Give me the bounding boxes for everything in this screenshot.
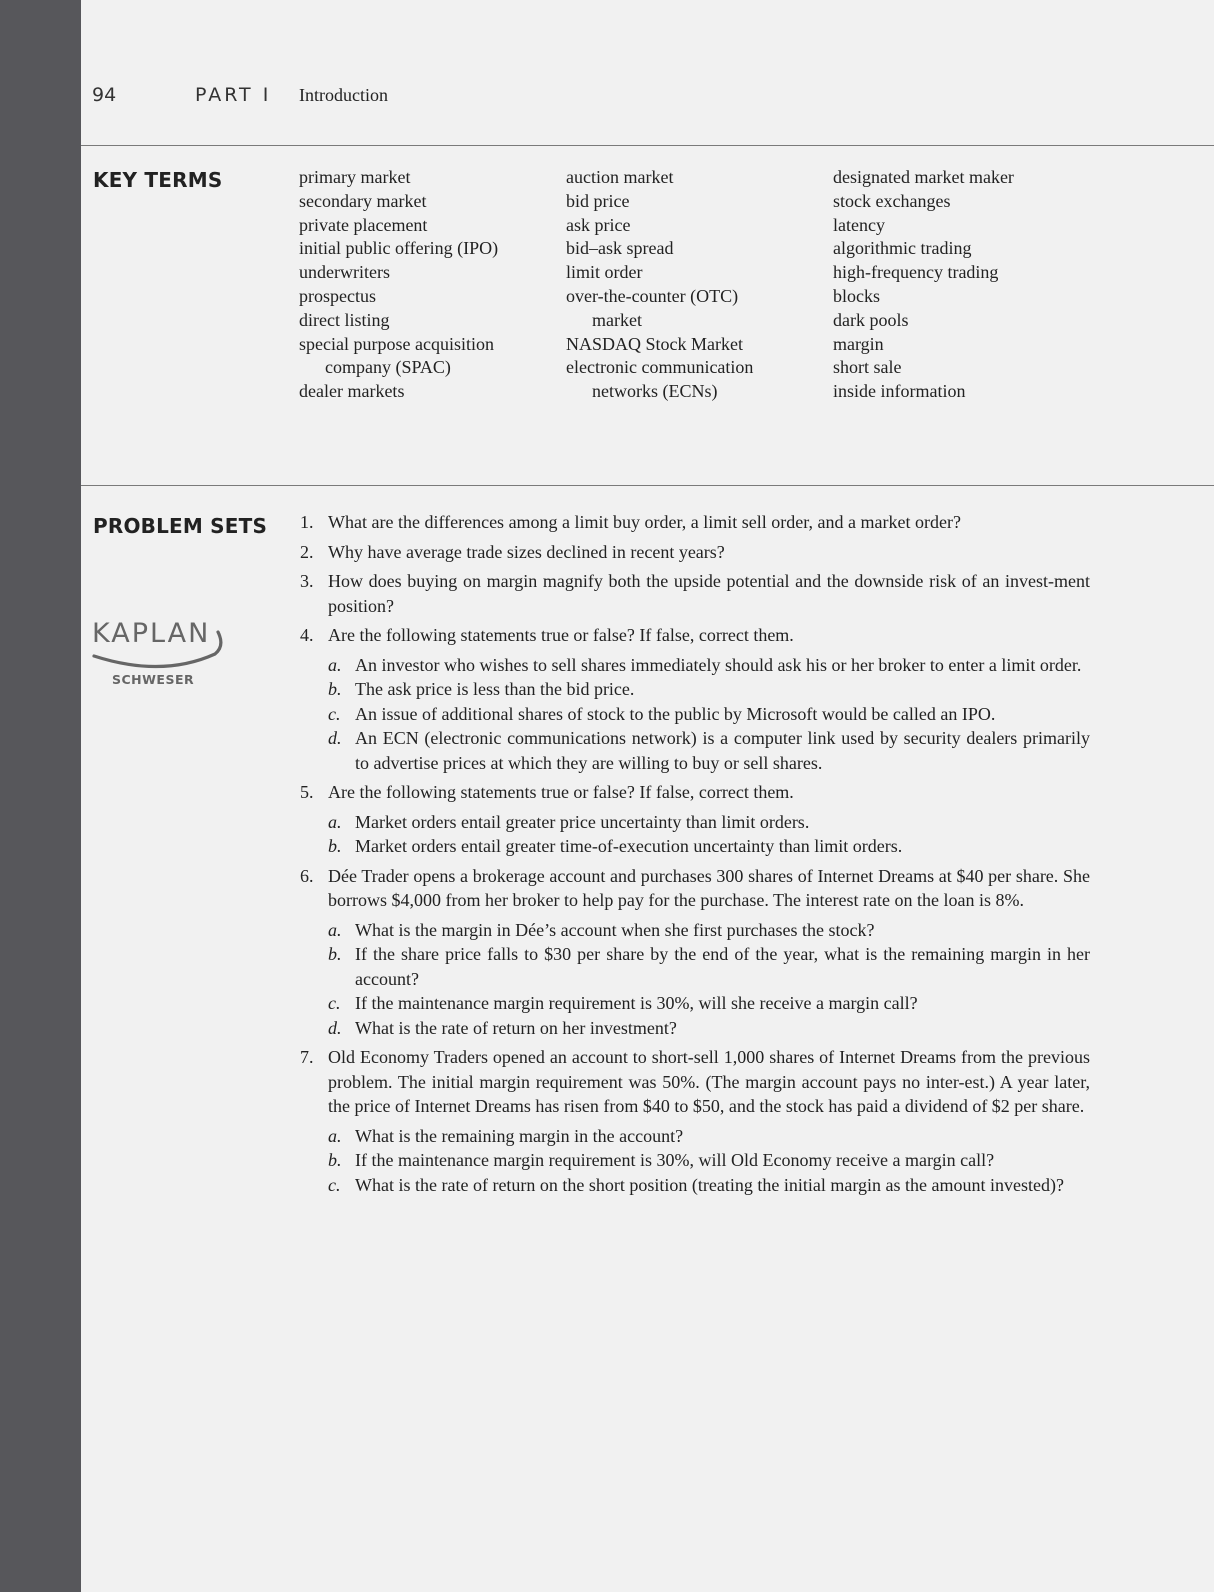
key-term: private placement	[299, 214, 428, 235]
subpart-text: What is the remaining margin in the account?	[355, 1125, 684, 1146]
subpart-label: c.	[328, 703, 341, 724]
problem-text: What are the differences among a limit buy order, a limit sell order, and a market order?	[328, 512, 961, 532]
key-term: auction market	[566, 167, 674, 187]
problem-number: 2.	[300, 541, 314, 562]
side-margin-bar	[0, 0, 81, 1592]
key-term: high-frequency trading	[833, 262, 999, 283]
subpart-item	[328, 726, 1090, 775]
key-term: special purpose acquisition	[299, 333, 494, 354]
problem-subparts	[328, 810, 1090, 859]
key-term: primary market	[299, 167, 411, 187]
subpart-text: Market orders entail greater price uncertainty than limit orders.	[355, 811, 810, 832]
problem-text: Are the following statements true or false? If false, correct them.	[328, 625, 794, 645]
problem-item	[300, 510, 1090, 535]
key-term: NASDAQ Stock Market	[566, 333, 743, 354]
key-term: bid price	[566, 190, 630, 211]
subpart-text: The ask price is less than the bid price.	[355, 679, 635, 699]
header-divider	[81, 145, 1214, 146]
kaplan-schweser-logo	[92, 618, 232, 693]
subpart-item	[328, 702, 1090, 727]
subpart-item	[328, 1148, 1090, 1173]
key-term: inside information	[833, 381, 966, 402]
problem-number: 3.	[300, 571, 314, 591]
key-term: dealer markets	[299, 381, 405, 402]
problem-item	[300, 1045, 1090, 1197]
logo-subtitle: SCHWESER	[112, 672, 195, 687]
subpart-text: An investor who wishes to sell shares immediately should ask his or her broker to enter a limit order.	[355, 654, 1082, 675]
subpart-item	[328, 942, 1090, 991]
subpart-label: a.	[328, 654, 342, 675]
key-term: bid–ask spread	[566, 238, 674, 259]
subpart-text: Market orders entail greater time-of-execution uncertainty than limit orders.	[355, 836, 903, 856]
subpart-item	[328, 653, 1090, 678]
problem-number: 7.	[300, 1047, 314, 1067]
subpart-text: If the maintenance margin requirement is 30%, will she receive a margin call?	[355, 993, 918, 1013]
problem-number: 4.	[300, 625, 314, 645]
subpart-item	[328, 1124, 1090, 1149]
problem-text: How does buying on margin magnify both the upside potential and the downside risk of an invest-ment position?	[328, 571, 1090, 616]
problem-item	[300, 540, 1090, 565]
key-term: margin	[833, 333, 884, 354]
problem-text: Why have average trade sizes declined in recent years?	[328, 541, 725, 562]
subpart-label: a.	[328, 811, 342, 832]
key-terms-heading: KEY TERMS	[93, 168, 223, 192]
section-divider	[81, 485, 1214, 486]
key-term: latency	[833, 214, 885, 235]
problem-text: Are the following statements true or false? If false, correct them.	[328, 782, 794, 802]
part-label: PART I	[195, 84, 272, 106]
key-term: ask price	[566, 214, 631, 235]
logo-swoosh-icon	[92, 624, 232, 674]
subpart-item	[328, 810, 1090, 835]
subpart-text: An ECN (electronic communications network) is a computer link used by security dealers primarily to advertise prices at which they are willing to buy or sell shares.	[355, 728, 1090, 773]
key-term: market	[592, 309, 642, 330]
key-term: underwriters	[299, 262, 390, 283]
subpart-label: d.	[328, 728, 342, 748]
problem-sets-heading: PROBLEM SETS	[93, 514, 268, 538]
subpart-text: What is the rate of return on the short position (treating the initial margin as the amount invested)?	[355, 1174, 1064, 1195]
key-term: designated market maker	[833, 167, 1014, 187]
subpart-label: c.	[328, 993, 341, 1013]
key-term: initial public offering (IPO)	[299, 238, 499, 259]
key-terms-column-1	[299, 166, 498, 404]
logo-wordmark: KAPLAN	[92, 618, 211, 649]
key-term: algorithmic trading	[833, 238, 972, 259]
subpart-label: d.	[328, 1017, 342, 1038]
subpart-text: What is the margin in Dée’s account when she first purchases the stock?	[355, 919, 875, 940]
subpart-label: b.	[328, 1150, 342, 1170]
subpart-item	[328, 834, 1090, 859]
problem-number: 6.	[300, 865, 314, 886]
subpart-text: An issue of additional shares of stock to the public by Microsoft would be called an IPO.	[355, 703, 996, 724]
problem-number: 1.	[300, 512, 314, 532]
page-number: 94	[92, 84, 117, 106]
key-terms-column-2	[566, 166, 753, 404]
problem-subparts	[328, 653, 1090, 776]
key-term: prospectus	[299, 285, 376, 306]
key-term: blocks	[833, 285, 880, 306]
problem-list	[300, 510, 1090, 1202]
subpart-text: If the share price falls to $30 per share by the end of the year, what is the remaining margin in her account?	[355, 944, 1090, 989]
key-term: networks (ECNs)	[592, 381, 718, 402]
key-term: electronic communication	[566, 357, 754, 378]
subpart-item	[328, 677, 1090, 702]
key-terms-column-3	[833, 166, 1014, 404]
subpart-label: b.	[328, 679, 342, 699]
subpart-text: What is the rate of return on her investment?	[355, 1017, 677, 1038]
key-term: stock exchanges	[833, 190, 951, 211]
key-term: direct listing	[299, 309, 390, 330]
problem-subparts	[328, 1124, 1090, 1198]
key-term: company (SPAC)	[325, 357, 451, 378]
problem-text: Old Economy Traders opened an account to short-sell 1,000 shares of Internet Dreams from the previous problem. The initial margin requirement was 50%. (The margin account pays no inter-est.) A year later, the price of Internet Dreams has risen from $40 to $50, and the stock has paid a dividend of $2 per share.	[328, 1047, 1090, 1116]
key-term: over-the-counter (OTC)	[566, 285, 739, 306]
problem-item	[300, 780, 1090, 859]
problem-text: Dée Trader opens a brokerage account and purchases 300 shares of Internet Dreams at $40 per share. She borrows $4,000 from her broker to help pay for the purchase. The interest rate on the loan is 8%.	[328, 865, 1090, 910]
problem-item	[300, 864, 1090, 1041]
subpart-text: If the maintenance margin requirement is 30%, will Old Economy receive a margin call?	[355, 1150, 995, 1170]
problem-item	[300, 623, 1090, 775]
key-term: dark pools	[833, 309, 909, 330]
subpart-item	[328, 1016, 1090, 1041]
subpart-item	[328, 918, 1090, 943]
key-term: limit order	[566, 262, 643, 283]
subpart-label: b.	[328, 836, 342, 856]
key-term: short sale	[833, 357, 902, 378]
subpart-label: a.	[328, 919, 342, 940]
part-title: Introduction	[299, 85, 388, 105]
key-term: secondary market	[299, 190, 427, 211]
subpart-label: c.	[328, 1174, 341, 1195]
problem-subparts	[328, 918, 1090, 1041]
problem-item	[300, 569, 1090, 618]
subpart-label: a.	[328, 1125, 342, 1146]
subpart-item	[328, 1173, 1090, 1198]
subpart-item	[328, 991, 1090, 1016]
subpart-label: b.	[328, 944, 342, 964]
problem-number: 5.	[300, 782, 314, 802]
